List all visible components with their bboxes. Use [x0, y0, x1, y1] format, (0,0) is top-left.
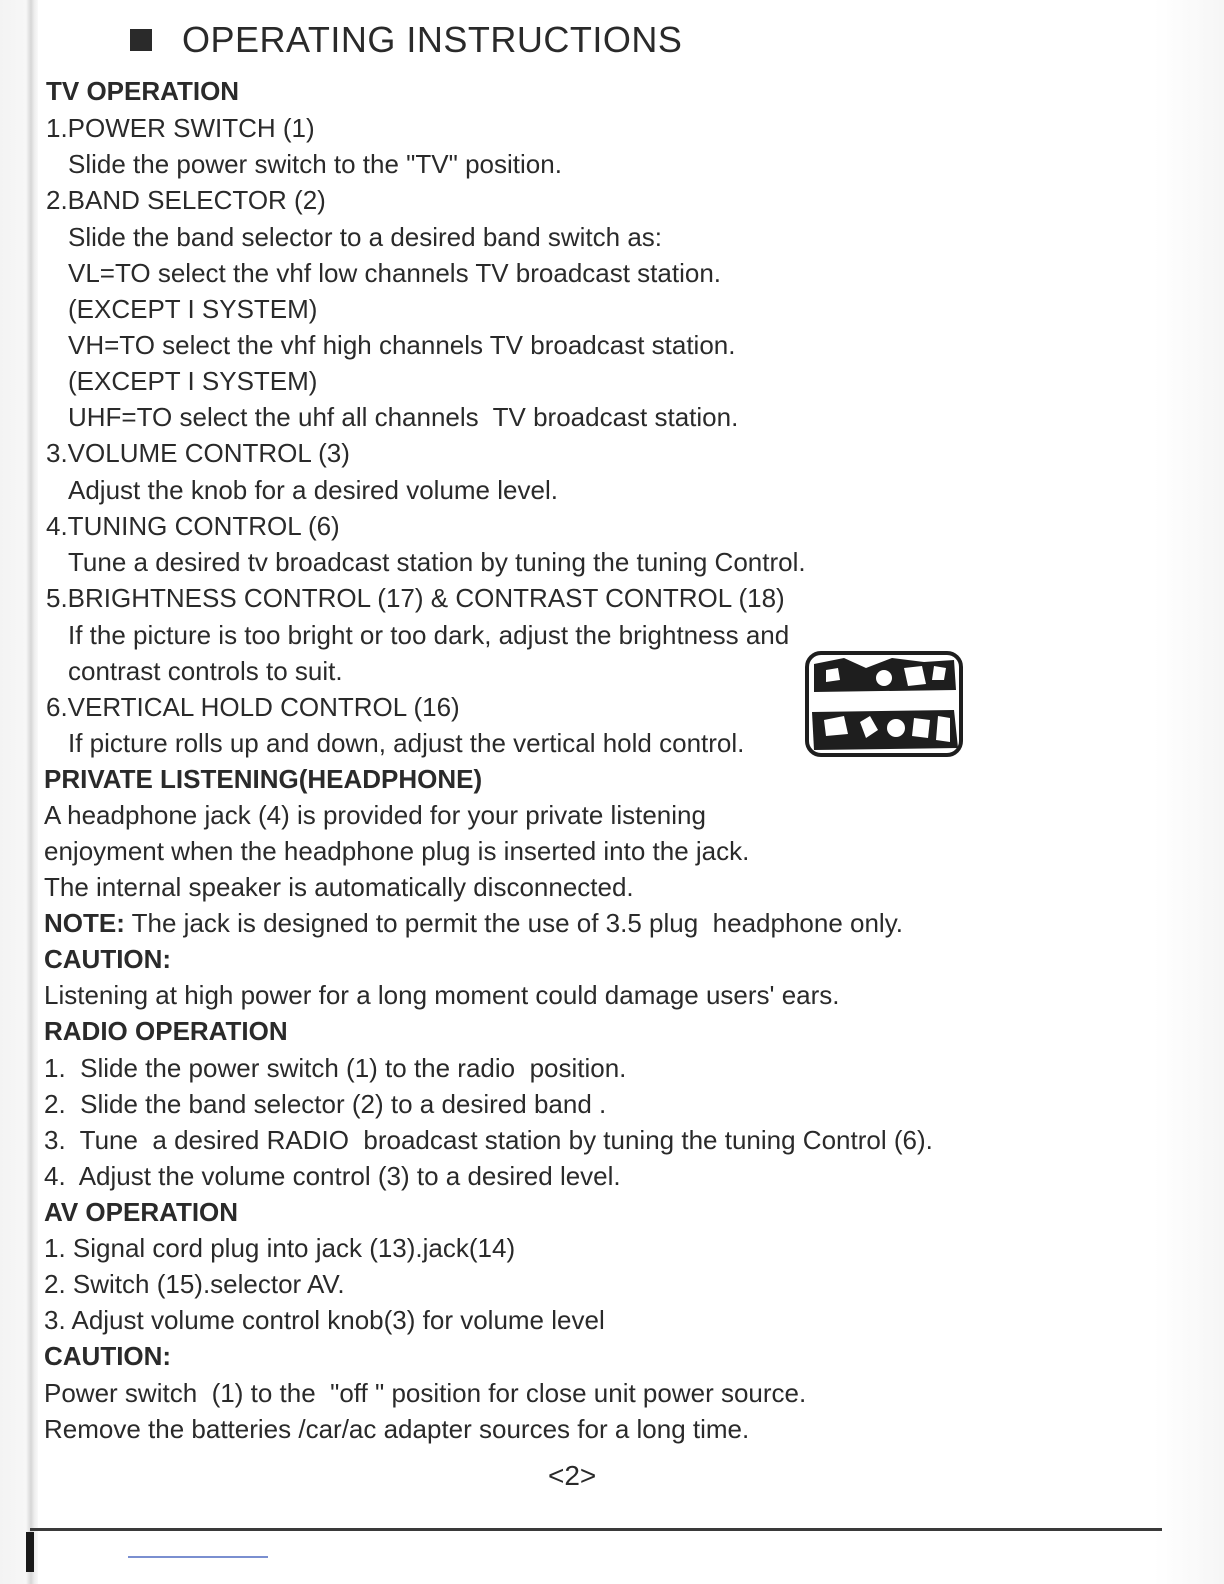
- band-vl-except: (EXCEPT I SYSTEM): [68, 294, 318, 324]
- square-bullet-icon: [130, 29, 152, 51]
- band-vh-text: VH=TO select the vhf high channels TV broadcast station.: [68, 330, 736, 360]
- caution-text-2: Power switch (1) to the "off " position for close unit power source.: [44, 1378, 807, 1408]
- radio-step: 2. Slide the band selector (2) to a desired band .: [44, 1089, 607, 1119]
- caution-heading-2: CAUTION:: [44, 1341, 172, 1371]
- private-listening-line-3: The internal speaker is automatically disconnected.: [44, 872, 634, 902]
- tuning-control-text: Tune a desired tv broadcast station by tuning the tuning Control.: [68, 547, 806, 577]
- volume-control-text: Adjust the knob for a desired volume level.: [68, 475, 558, 505]
- volume-control-title: 3.VOLUME CONTROL (3): [46, 438, 350, 468]
- note-line: [44, 908, 903, 938]
- brightness-contrast-text-1: If the picture is too bright or too dark, adjust the brightness and: [68, 620, 790, 650]
- radio-operation-heading: RADIO OPERATION: [44, 1016, 288, 1046]
- av-step: 3. Adjust volume control knob(3) for volume level: [44, 1305, 605, 1335]
- binding-shadow: [0, 0, 38, 1584]
- vertical-hold-text: If picture rolls up and down, adjust the vertical hold control.: [68, 728, 745, 758]
- brightness-contrast-text-2: contrast controls to suit.: [68, 656, 343, 686]
- private-listening-line-2: enjoyment when the headphone plug is inserted into the jack.: [44, 836, 750, 866]
- page-edge-shadow: [1154, 0, 1224, 1584]
- band-selector-text: Slide the band selector to a desired band switch as:: [68, 222, 663, 252]
- binding-edge-mark: [26, 1532, 34, 1572]
- tv-operation-heading: TV OPERATION: [46, 76, 240, 106]
- caution-text-3: Remove the batteries /car/ac adapter sources for a long time.: [44, 1414, 750, 1444]
- page-title: OPERATING INSTRUCTIONS: [182, 19, 683, 60]
- note-label: NOTE:: [44, 908, 125, 938]
- av-step: 2. Switch (15).selector AV.: [44, 1269, 345, 1299]
- bottom-blue-rule: [128, 1556, 268, 1558]
- band-vh-except: (EXCEPT I SYSTEM): [68, 366, 318, 396]
- power-switch-title: 1.POWER SWITCH (1): [46, 113, 315, 143]
- vertical-hold-title: 6.VERTICAL HOLD CONTROL (16): [46, 692, 460, 722]
- power-switch-text: Slide the power switch to the "TV" position.: [68, 149, 562, 179]
- radio-step: 4. Adjust the volume control (3) to a desired level.: [44, 1161, 621, 1191]
- title-row: [130, 20, 682, 60]
- caution-heading-1: CAUTION:: [44, 944, 172, 974]
- av-operation-heading: AV OPERATION: [44, 1197, 239, 1227]
- av-step: 1. Signal cord plug into jack (13).jack(14): [44, 1233, 516, 1263]
- caution-text-1: Listening at high power for a long moment could damage users' ears.: [44, 980, 840, 1010]
- note-text: The jack is designed to permit the use of 3.5 plug headphone only.: [124, 908, 903, 938]
- brightness-contrast-title: 5.BRIGHTNESS CONTROL (17) & CONTRAST CONTROL (18): [46, 583, 785, 613]
- band-vl-text: VL=TO select the vhf low channels TV broadcast station.: [68, 258, 722, 288]
- page-number: <2>: [548, 1460, 597, 1491]
- private-listening-heading: PRIVATE LISTENING(HEADPHONE): [44, 764, 483, 794]
- private-listening-line-1: A headphone jack (4) is provided for your private listening: [44, 800, 706, 830]
- bottom-rule: [30, 1528, 1162, 1531]
- band-selector-title: 2.BAND SELECTOR (2): [46, 185, 326, 215]
- tuning-control-title: 4.TUNING CONTROL (6): [46, 511, 340, 541]
- rolling-picture-illustration: [804, 650, 964, 758]
- radio-step: 1. Slide the power switch (1) to the radio position.: [44, 1053, 627, 1083]
- band-uhf-text: UHF=TO select the uhf all channels TV broadcast station.: [68, 402, 739, 432]
- radio-step: 3. Tune a desired RADIO broadcast station by tuning the tuning Control (6).: [44, 1125, 933, 1155]
